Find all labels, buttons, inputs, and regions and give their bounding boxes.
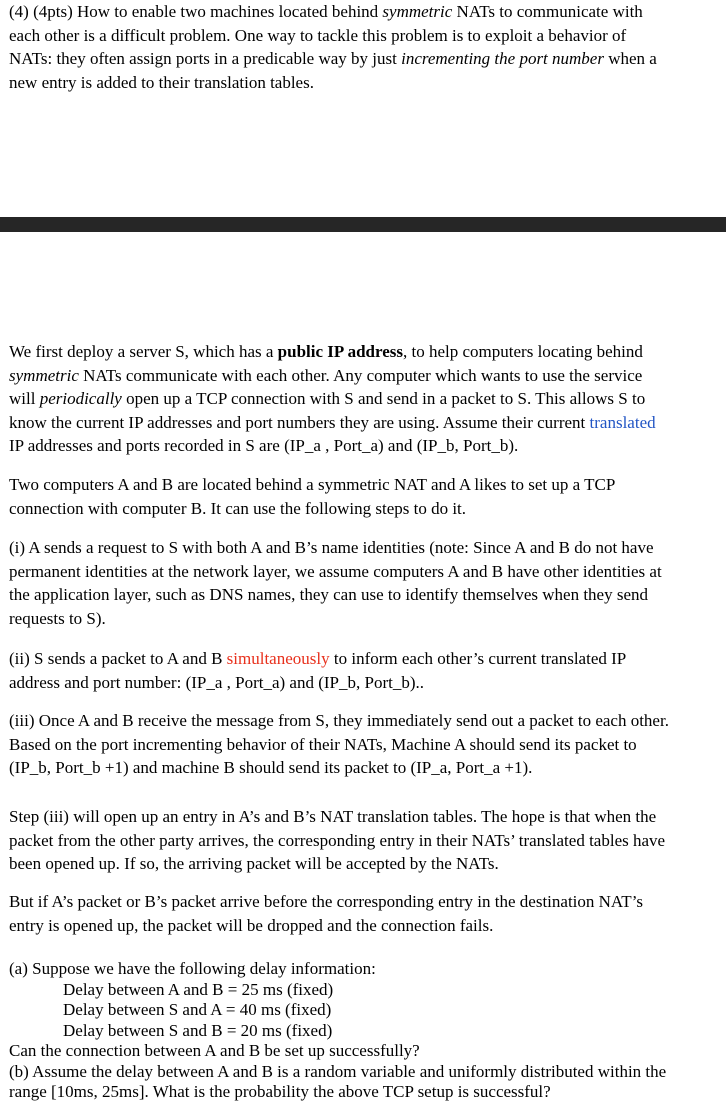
server-line-3: will periodically open up a TCP connection with S and send in a packet to S. This allows S to — [9, 389, 646, 408]
intro-line-4: new entry is added to their translation tables. — [9, 72, 314, 92]
step-i-line-4: requests to S). — [9, 608, 106, 628]
hope-line-2: packet from the other party arrives, the corresponding entry in their NATs’ translated tables have — [9, 830, 666, 850]
divider-bar — [0, 217, 726, 232]
step-iii-line-2: Based on the port incrementing behavior of their NATs, Machine A should send its packet to — [9, 734, 637, 754]
delay-s-a: Delay between S and A = 40 ms (fixed) — [63, 1000, 332, 1019]
intro-paragraph — [9, 0, 717, 94]
setup-line-2: connection with computer B. It can use the following steps to do it. — [9, 498, 467, 518]
step-i-line-2: permanent identities at the network layer, we assume computers A and B have other identities at — [9, 561, 662, 581]
server-line-5: IP addresses and ports recorded in S are (IP_a , Port_a) and (IP_b, Port_b). — [9, 436, 519, 455]
step-ii-line-2: address and port number: (IP_a , Port_a) and (IP_b, Port_b).. — [9, 672, 425, 692]
intro-line-1: (4) (4pts) How to enable two machines located behind symmetric NATs to communicate with — [9, 2, 643, 21]
step-ii-paragraph — [9, 647, 717, 694]
failure-line-1: But if A’s packet or B’s packet arrive before the corresponding entry in the destination NAT’s — [9, 892, 644, 911]
step-iii-line-1: (iii) Once A and B receive the message from S, they immediately send out a packet to each other. — [9, 711, 669, 730]
server-paragraph — [9, 340, 717, 458]
step-i-paragraph — [9, 536, 717, 630]
delay-s-b: Delay between S and B = 20 ms (fixed) — [63, 1020, 333, 1040]
setup-paragraph — [9, 473, 717, 520]
step-iii-paragraph — [9, 709, 717, 780]
hope-paragraph — [9, 805, 717, 876]
server-line-2: symmetric NATs communicate with each other. Any computer which wants to use the service — [9, 365, 643, 385]
questions-section — [9, 959, 717, 1103]
failure-paragraph — [9, 890, 717, 937]
question-a-intro: (a) Suppose we have the following delay information: — [9, 959, 376, 978]
step-i-line-1: (i) A sends a request to S with both A and B’s name identities (note: Since A and B do not have — [9, 538, 654, 557]
step-ii-line-1: (ii) S sends a packet to A and B simultaneously to inform each other’s current translated IP — [9, 649, 627, 668]
step-i-line-3: the application layer, such as DNS names, they can use to identify themselves when they send — [9, 585, 649, 604]
setup-line-1: Two computers A and B are located behind a symmetric NAT and A likes to set up a TCP — [9, 475, 616, 494]
delay-a-b: Delay between A and B = 25 ms (fixed) — [63, 979, 334, 999]
step-iii-line-3: (IP_b, Port_b +1) and machine B should send its packet to (IP_a, Port_a +1). — [9, 758, 533, 777]
hope-line-3: been opened up. If so, the arriving packet will be accepted by the NATs. — [9, 854, 499, 873]
server-line-1: We first deploy a server S, which has a public IP address, to help computers locating behind — [9, 342, 643, 361]
hope-line-1: Step (iii) will open up an entry in A’s and B’s NAT translation tables. The hope is that when the — [9, 807, 657, 826]
failure-line-2: entry is opened up, the packet will be dropped and the connection fails. — [9, 915, 494, 935]
question-b-line-2: range [10ms, 25ms]. What is the probability the above TCP setup is successful? — [9, 1082, 551, 1101]
question-a: Can the connection between A and B be set up successfully? — [9, 1041, 420, 1060]
intro-line-2: each other is a difficult problem. One way to tackle this problem is to exploit a behavior of — [9, 25, 627, 45]
server-line-4: know the current IP addresses and port numbers they are using. Assume their current translated — [9, 412, 656, 432]
question-b-line-1: (b) Assume the delay between A and B is a random variable and uniformly distributed within the — [9, 1061, 667, 1081]
intro-line-3: NATs: they often assign ports in a predicable way by just incrementing the port number when a — [9, 49, 657, 68]
